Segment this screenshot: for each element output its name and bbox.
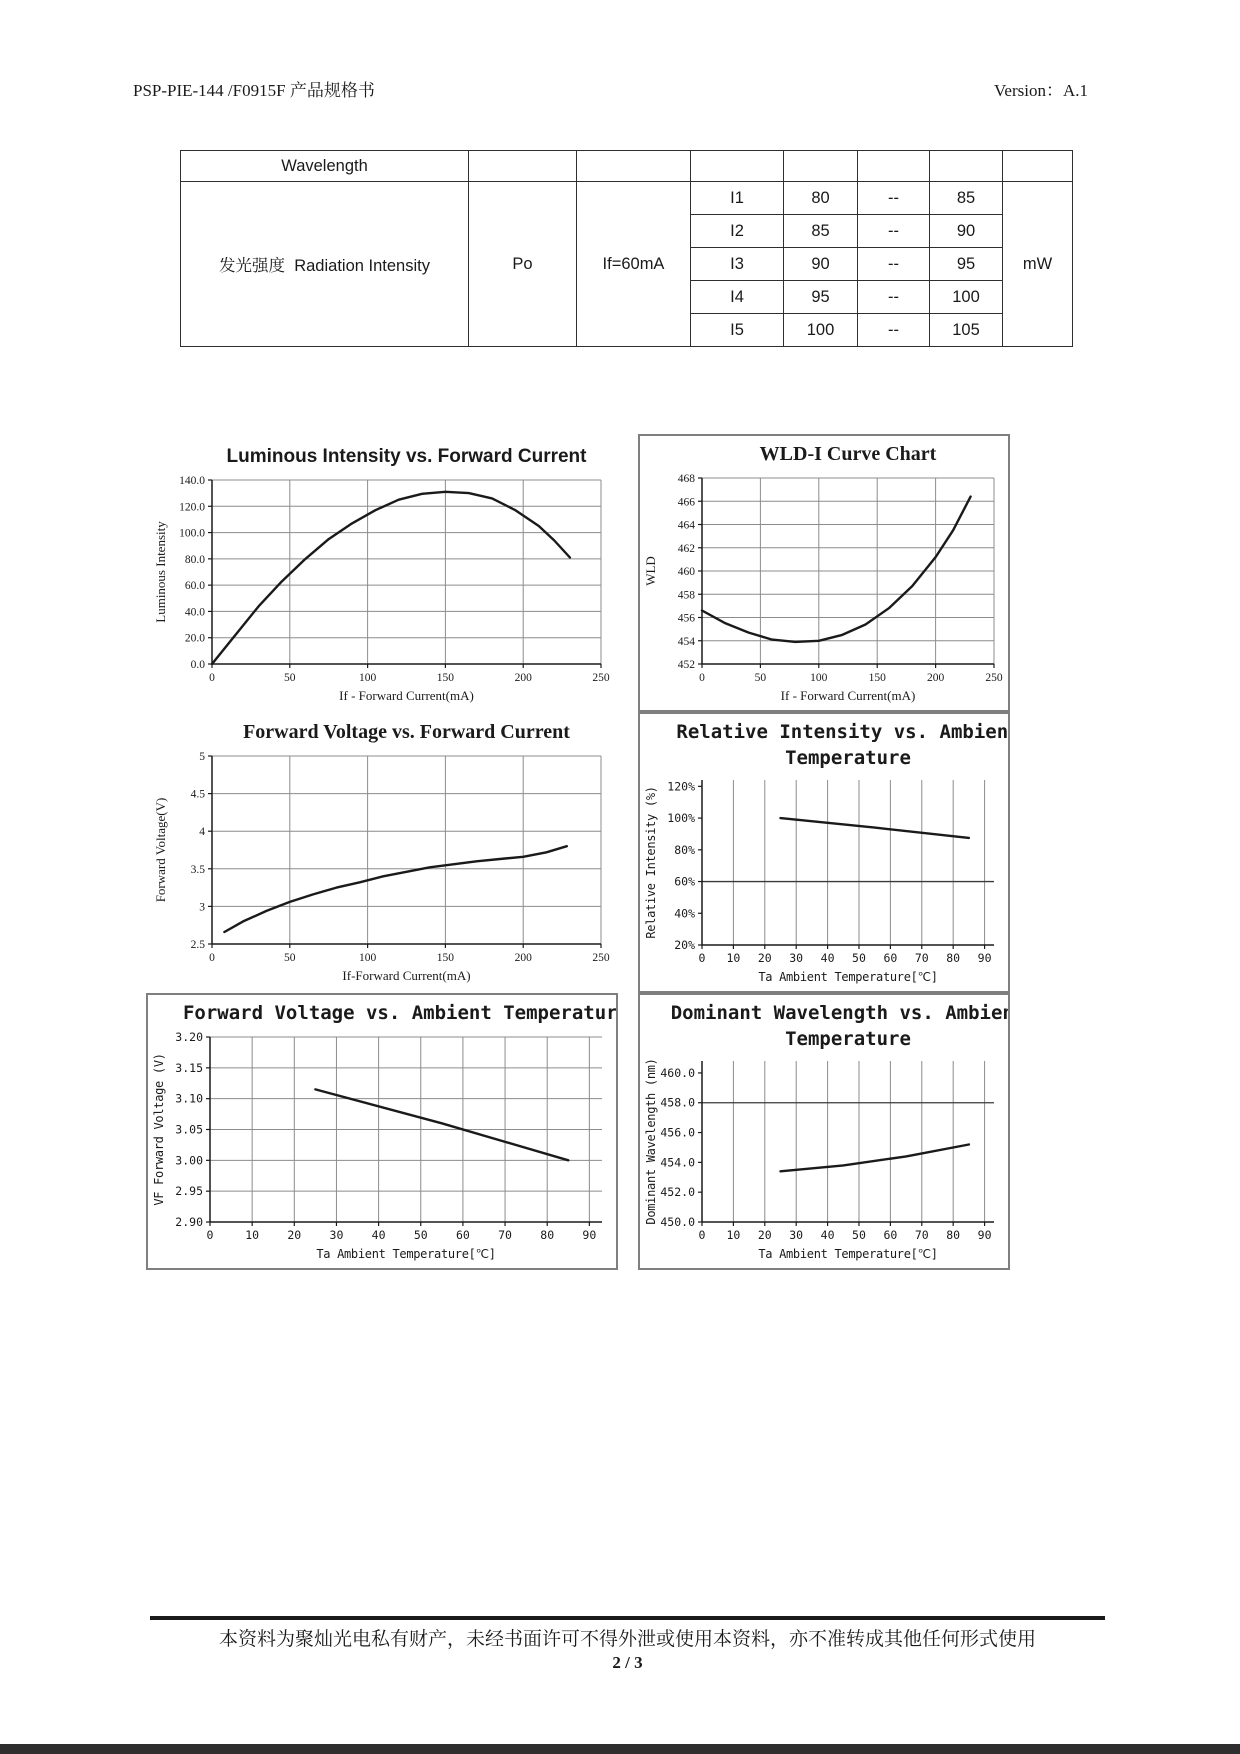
svg-text:Ta Ambient Temperature[℃]: Ta Ambient Temperature[℃] <box>758 1247 938 1261</box>
svg-text:150: 150 <box>436 672 455 684</box>
svg-text:30: 30 <box>789 1228 804 1242</box>
table-header-empty-cell <box>858 151 930 182</box>
svg-text:WLD-I Curve Chart: WLD-I Curve Chart <box>759 443 937 465</box>
svg-text:WLD: WLD <box>643 556 658 586</box>
svg-text:3.05: 3.05 <box>175 1122 203 1137</box>
svg-text:60.0: 60.0 <box>184 580 205 593</box>
parameter-name-en: Radiation Intensity <box>294 257 430 275</box>
svg-text:20.0: 20.0 <box>184 632 205 645</box>
table-header-empty-cell <box>691 151 784 182</box>
bin-dash-cell: -- <box>858 182 930 215</box>
svg-text:20: 20 <box>757 951 772 965</box>
svg-text:2.90: 2.90 <box>175 1215 203 1229</box>
svg-text:Forward Voltage vs. Ambient Te: Forward Voltage vs. Ambient Temperature <box>182 1002 616 1024</box>
bin-dash-cell: -- <box>858 248 930 281</box>
svg-text:40: 40 <box>820 1228 835 1242</box>
svg-text:462: 462 <box>677 542 695 555</box>
wld-i-curve-chart <box>640 436 1008 710</box>
bin-min-cell: 90 <box>784 248 858 281</box>
svg-text:70: 70 <box>914 1228 929 1242</box>
svg-text:20%: 20% <box>674 938 695 952</box>
svg-text:60: 60 <box>883 1228 898 1242</box>
svg-text:250: 250 <box>592 672 610 684</box>
svg-text:10: 10 <box>726 951 741 965</box>
svg-text:100: 100 <box>358 672 377 684</box>
wavelength-header-cell: Wavelength <box>181 151 469 182</box>
svg-text:454: 454 <box>677 635 695 648</box>
bin-max-cell: 105 <box>930 314 1003 347</box>
svg-text:90: 90 <box>582 1228 597 1242</box>
svg-text:Temperature: Temperature <box>785 1028 911 1050</box>
svg-text:460.0: 460.0 <box>660 1065 695 1080</box>
unit-cell: mW <box>1003 182 1073 347</box>
svg-text:120%: 120% <box>667 779 695 794</box>
dominant-wavelength-vs-ambient-temperature-chart <box>640 995 1008 1268</box>
svg-text:4: 4 <box>199 826 205 839</box>
svg-text:50: 50 <box>852 951 866 965</box>
svg-text:466: 466 <box>677 496 695 509</box>
relative-intensity-chart-figure <box>638 712 1010 993</box>
bin-rank-cell: I3 <box>691 248 784 281</box>
svg-text:3: 3 <box>199 901 205 914</box>
svg-text:70: 70 <box>498 1228 512 1242</box>
svg-text:90: 90 <box>977 1228 992 1242</box>
svg-text:If - Forward Current(mA): If - Forward Current(mA) <box>780 688 916 703</box>
footer-divider <box>150 1616 1105 1620</box>
svg-text:40.0: 40.0 <box>184 606 205 619</box>
luminous-intensity-chart-figure <box>150 438 615 715</box>
svg-text:50: 50 <box>413 1228 428 1242</box>
svg-text:If - Forward Current(mA): If - Forward Current(mA) <box>339 688 474 703</box>
svg-text:200: 200 <box>926 672 945 684</box>
svg-text:3.15: 3.15 <box>175 1060 203 1075</box>
bin-rank-cell: I4 <box>691 281 784 314</box>
svg-text:Ta Ambient Temperature[℃]: Ta Ambient Temperature[℃] <box>316 1247 496 1261</box>
svg-text:VF Forward Voltage (V): VF Forward Voltage (V) <box>152 1053 166 1206</box>
svg-text:200: 200 <box>514 672 532 684</box>
svg-text:0: 0 <box>698 1228 706 1242</box>
svg-text:Forward Voltage vs. Forward Cu: Forward Voltage vs. Forward Current <box>243 721 570 743</box>
svg-text:80.0: 80.0 <box>184 553 205 566</box>
document-title: PSP-PIE-144 /F0915F 产品规格书 <box>133 81 375 100</box>
svg-text:100: 100 <box>358 952 377 964</box>
svg-text:3.10: 3.10 <box>175 1091 203 1106</box>
bin-dash-cell: -- <box>858 215 930 248</box>
dominant-wavelength-chart-figure <box>638 993 1010 1270</box>
svg-text:30: 30 <box>329 1228 344 1242</box>
svg-text:0: 0 <box>698 951 706 965</box>
wld-curve-chart-figure <box>638 434 1010 712</box>
svg-text:80: 80 <box>946 951 961 965</box>
svg-text:80: 80 <box>946 1228 961 1242</box>
svg-text:450.0: 450.0 <box>660 1215 695 1229</box>
bin-dash-cell: -- <box>858 314 930 347</box>
svg-text:40: 40 <box>820 951 835 965</box>
svg-text:458.0: 458.0 <box>660 1095 695 1110</box>
svg-text:90: 90 <box>977 951 992 965</box>
bin-rank-cell: I2 <box>691 215 784 248</box>
svg-text:4.5: 4.5 <box>190 788 205 801</box>
svg-text:452: 452 <box>677 659 695 671</box>
svg-text:If-Forward Current(mA): If-Forward Current(mA) <box>342 968 471 983</box>
confidentiality-notice: 本资料为聚灿光电私有财产，未经书面许可不得外泄或使用本资料，亦不准转成其他任何形式使用 <box>218 1629 1036 1650</box>
svg-text:60: 60 <box>455 1228 470 1242</box>
parameter-name-cell <box>181 182 469 347</box>
svg-text:Luminous Intensity vs. Forward: Luminous Intensity vs. Forward Current <box>226 446 587 467</box>
svg-text:250: 250 <box>985 672 1003 684</box>
svg-text:Dominant Wavelength (nm): Dominant Wavelength (nm) <box>644 1058 658 1225</box>
bin-max-cell: 85 <box>930 182 1003 215</box>
svg-text:150: 150 <box>436 952 455 964</box>
svg-text:Relative Intensity (%): Relative Intensity (%) <box>644 786 658 939</box>
svg-text:2.95: 2.95 <box>175 1184 203 1199</box>
svg-text:140.0: 140.0 <box>179 475 205 487</box>
bin-max-cell: 90 <box>930 215 1003 248</box>
page-header <box>133 76 1088 101</box>
forward-voltage-vs-forward-current-chart <box>150 714 615 990</box>
svg-text:Ta Ambient Temperature[℃]: Ta Ambient Temperature[℃] <box>758 970 938 984</box>
table-header-empty-cell <box>577 151 691 182</box>
svg-text:Relative Intensity vs. Ambient: Relative Intensity vs. Ambient <box>676 721 1008 743</box>
svg-text:0: 0 <box>699 672 705 684</box>
svg-text:80: 80 <box>540 1228 555 1242</box>
svg-text:100%: 100% <box>667 811 695 826</box>
svg-text:0: 0 <box>206 1228 214 1242</box>
bin-min-cell: 95 <box>784 281 858 314</box>
svg-text:458: 458 <box>677 589 695 602</box>
svg-text:454.0: 454.0 <box>660 1155 695 1170</box>
table-header-empty-cell <box>930 151 1003 182</box>
bin-min-cell: 100 <box>784 314 858 347</box>
svg-text:468: 468 <box>677 473 695 485</box>
svg-text:100.0: 100.0 <box>179 527 205 540</box>
table-header-empty-cell <box>469 151 577 182</box>
svg-text:2.5: 2.5 <box>190 939 205 951</box>
svg-text:100: 100 <box>810 672 828 684</box>
svg-text:456: 456 <box>677 612 695 625</box>
svg-text:250: 250 <box>592 952 610 964</box>
svg-text:60%: 60% <box>674 874 695 889</box>
svg-text:Temperature: Temperature <box>785 747 911 769</box>
svg-text:30: 30 <box>789 951 804 965</box>
forward-voltage-temperature-chart-figure <box>146 993 618 1270</box>
svg-text:50: 50 <box>284 672 296 684</box>
table-header-empty-cell <box>1003 151 1073 182</box>
radiation-intensity-spec-table <box>180 150 1073 347</box>
condition-cell: If=60mA <box>577 182 691 347</box>
forward-voltage-current-chart-figure <box>150 714 615 995</box>
forward-voltage-vs-ambient-temperature-chart <box>148 995 616 1268</box>
svg-text:0: 0 <box>209 952 215 964</box>
table-row <box>181 182 1073 215</box>
table-row <box>181 151 1073 182</box>
svg-text:3.5: 3.5 <box>190 863 205 876</box>
symbol-cell: Po <box>469 182 577 347</box>
svg-text:40%: 40% <box>674 906 695 921</box>
svg-text:20: 20 <box>287 1228 302 1242</box>
svg-text:50: 50 <box>754 672 767 684</box>
svg-text:464: 464 <box>677 519 695 532</box>
page-bottom-edge <box>0 1744 1240 1754</box>
svg-text:456.0: 456.0 <box>660 1125 695 1140</box>
svg-text:452.0: 452.0 <box>660 1185 695 1200</box>
svg-text:200: 200 <box>514 952 532 964</box>
svg-text:Dominant Wavelength vs. Ambien: Dominant Wavelength vs. Ambient <box>670 1002 1008 1024</box>
svg-text:0: 0 <box>209 672 215 684</box>
svg-text:5: 5 <box>199 751 205 763</box>
svg-text:10: 10 <box>245 1228 260 1242</box>
svg-text:50: 50 <box>852 1228 866 1242</box>
svg-text:20: 20 <box>757 1228 772 1242</box>
svg-text:50: 50 <box>284 952 296 964</box>
svg-text:Luminous Intensity: Luminous Intensity <box>153 521 168 623</box>
svg-text:120.0: 120.0 <box>179 501 205 514</box>
svg-text:Forward Voltage(V): Forward Voltage(V) <box>153 797 168 903</box>
svg-text:460: 460 <box>677 566 695 578</box>
svg-text:3.00: 3.00 <box>175 1153 203 1168</box>
svg-text:80%: 80% <box>674 842 695 857</box>
svg-text:60: 60 <box>883 951 898 965</box>
table-header-empty-cell <box>784 151 858 182</box>
version-label: Version：A.1 <box>994 81 1088 100</box>
svg-text:3.20: 3.20 <box>175 1030 203 1044</box>
bin-max-cell: 95 <box>930 248 1003 281</box>
svg-text:40: 40 <box>371 1228 386 1242</box>
svg-text:10: 10 <box>726 1228 741 1242</box>
bin-min-cell: 85 <box>784 215 858 248</box>
bin-min-cell: 80 <box>784 182 858 215</box>
svg-text:150: 150 <box>868 672 886 684</box>
bin-dash-cell: -- <box>858 281 930 314</box>
page-number: 2 / 3 <box>612 1653 643 1672</box>
svg-text:0.0: 0.0 <box>190 659 205 671</box>
bin-max-cell: 100 <box>930 281 1003 314</box>
parameter-name-cn: 发光强度 <box>219 257 286 275</box>
luminous-intensity-vs-forward-current-chart <box>150 438 615 710</box>
bin-rank-cell: I5 <box>691 314 784 347</box>
bin-rank-cell: I1 <box>691 182 784 215</box>
relative-intensity-vs-ambient-temperature-chart <box>640 714 1008 991</box>
svg-text:70: 70 <box>914 951 929 965</box>
